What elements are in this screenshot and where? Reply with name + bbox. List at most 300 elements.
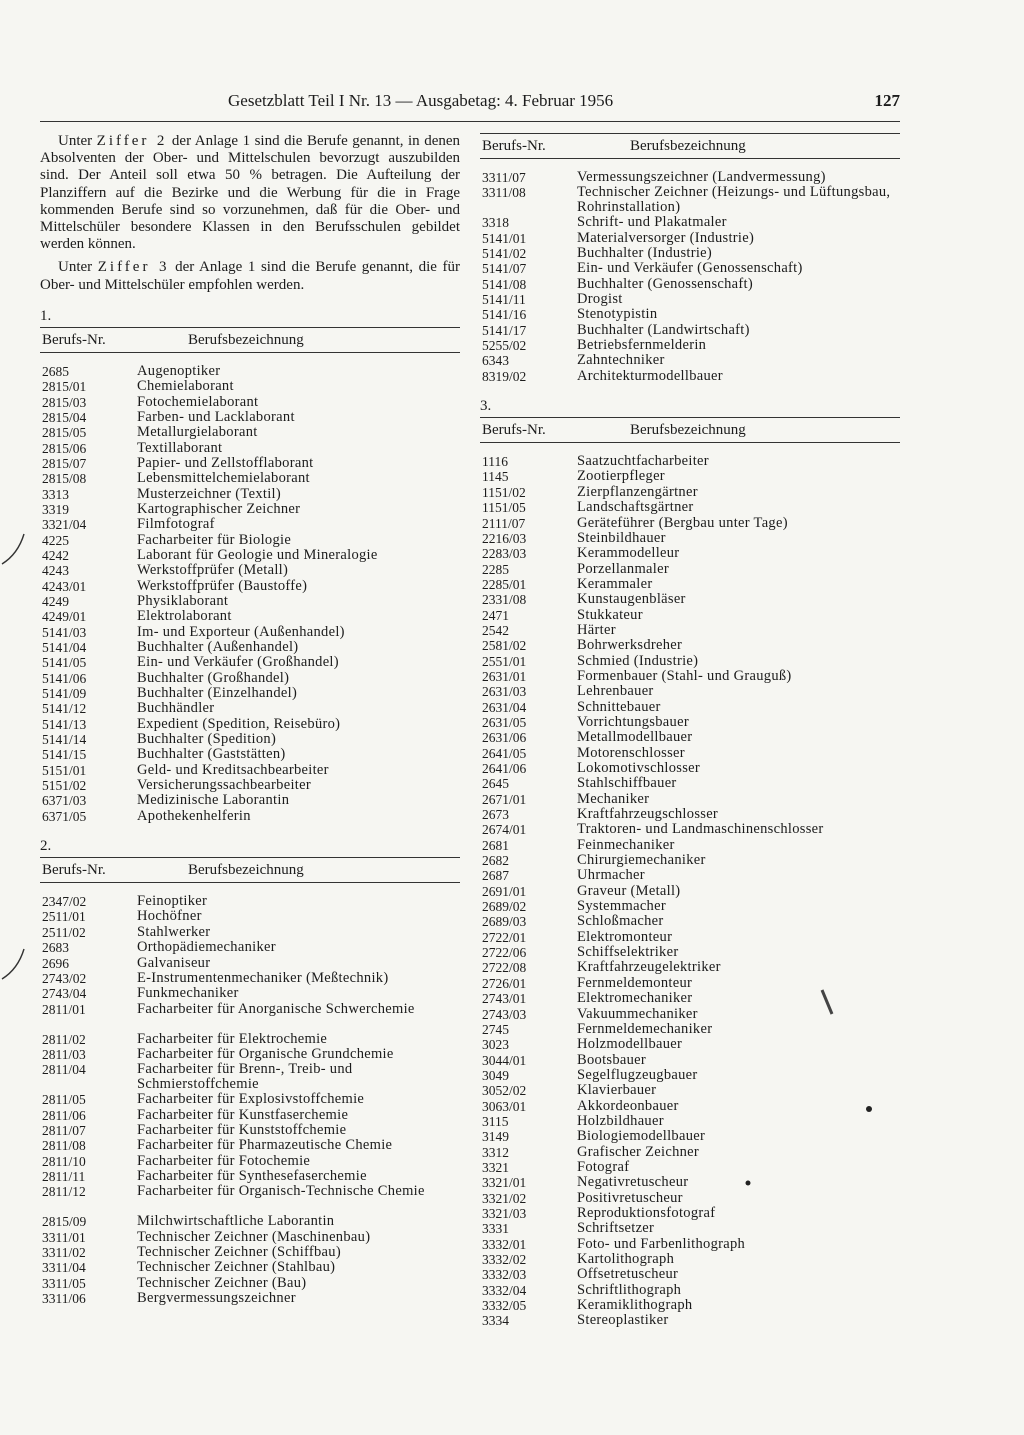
table-row: [480, 761, 900, 776]
berufs-nr: 3321/04: [42, 517, 87, 533]
berufsbezeichnung: Facharbeiter für Anorganische Schwerchemie: [137, 1000, 415, 1017]
berufsbezeichnung: Vorrichtungsbauer: [577, 713, 689, 730]
table-row: [480, 746, 900, 761]
berufs-nr: 3319: [42, 501, 69, 517]
berufsbezeichnung: Steinbildhauer: [577, 529, 666, 546]
berufsbezeichnung: Medizinische Laborantin: [137, 792, 290, 809]
margin-pencil-mark-icon: [0, 945, 28, 985]
table-row: [480, 292, 900, 307]
berufsbezeichnung: Geräteführer (Bergbau unter Tage): [577, 514, 788, 531]
berufs-nr: 2551/01: [482, 653, 527, 669]
table-row: [480, 1267, 900, 1282]
berufs-nr: 3311/01: [42, 1229, 86, 1245]
berufs-nr: 3311/07: [482, 170, 526, 185]
berufsbezeichnung: Saatzuchtfacharbeiter: [577, 453, 709, 470]
table-row: [480, 562, 900, 577]
ink-smudge-icon: [818, 988, 838, 1018]
berufsbezeichnung: Akkordeonbauer: [577, 1097, 679, 1114]
berufsbezeichnung: Technischer Zeichner (Heizungs- und Lüftungsbau, Rohrinstallation): [577, 184, 891, 216]
berufsbezeichnung: Systemmacher: [577, 898, 666, 915]
berufsbezeichnung: Uhrmacher: [577, 867, 645, 884]
table-row: [480, 838, 900, 853]
berufs-nr: 2216/03: [482, 530, 527, 546]
berufs-nr: 3311/04: [42, 1260, 86, 1276]
berufsbezeichnung: Schnittebauer: [577, 698, 661, 715]
berufsbezeichnung: Werkstoffprüfer (Baustoffe): [137, 577, 308, 594]
table-row: [40, 971, 460, 986]
berufsbezeichnung: Biologiemodellbauer: [577, 1128, 706, 1145]
table-row: [40, 747, 460, 762]
table-row: [480, 1114, 900, 1129]
berufsbezeichnung: Buchhalter (Landwirtschaft): [577, 321, 750, 338]
berufs-nr: 2811/05: [42, 1092, 86, 1108]
berufs-nr: 1151/05: [482, 500, 526, 516]
berufsbezeichnung: E-Instrumentenmechaniker (Meßtechnik): [137, 969, 389, 986]
berufsbezeichnung: Stukkateur: [577, 606, 643, 623]
berufs-nr: 2641/05: [482, 745, 527, 761]
table-row: [40, 732, 460, 747]
table-row: [480, 1037, 900, 1052]
table-row: [40, 1276, 460, 1291]
berufsbezeichnung: Traktoren- und Landmaschinenschlosser: [577, 821, 824, 838]
table-row: [480, 608, 900, 623]
table-row: [40, 1245, 460, 1260]
table-row: [40, 410, 460, 425]
table-row: [40, 517, 460, 532]
berufsbezeichnung: Technischer Zeichner (Maschinenbau): [137, 1228, 371, 1245]
berufs-nr: 3149: [482, 1129, 509, 1145]
berufs-nr: 2743/03: [482, 1006, 527, 1022]
berufsbezeichnung: Schmied (Industrie): [577, 652, 699, 669]
berufs-nr: 2347/02: [42, 894, 87, 910]
berufs-nr: 2815/09: [42, 1214, 87, 1230]
table-row: [480, 1053, 900, 1068]
berufs-nr: 3332/01: [482, 1236, 527, 1252]
berufsbezeichnung: Elektrolaborant: [137, 608, 232, 625]
berufsbezeichnung: Werkstoffprüfer (Metall): [137, 562, 289, 579]
berufsbezeichnung: Apothekenhelferin: [137, 807, 251, 824]
berufsbezeichnung: Im- und Exporteur (Außenhandel): [137, 623, 345, 640]
berufsbezeichnung: Kraftfahrzeugschlosser: [577, 806, 719, 823]
section-3-rows: [480, 454, 900, 1329]
table-row: [480, 1068, 900, 1083]
berufs-nr: 5151/02: [42, 778, 87, 794]
berufsbezeichnung: Kerammodelleur: [577, 545, 680, 562]
berufs-nr: 4242: [42, 547, 69, 563]
table-row: [480, 323, 900, 338]
berufsbezeichnung: Klavierbauer: [577, 1082, 657, 1099]
berufs-nr: 5141/05: [42, 655, 87, 671]
table-row: [40, 1062, 460, 1092]
berufs-nr: 2542: [482, 622, 509, 638]
table-row: [480, 1191, 900, 1206]
berufs-nr: 5141/03: [42, 624, 87, 640]
table-row: [480, 1099, 900, 1114]
berufs-nr: 3115: [482, 1113, 509, 1129]
berufsbezeichnung: Architekturmodellbauer: [577, 367, 723, 384]
berufsbezeichnung: Fernmeldemechaniker: [577, 1020, 713, 1037]
berufs-nr: 5141/06: [42, 670, 87, 686]
table-row: [40, 609, 460, 624]
berufs-nr: 2631/04: [482, 699, 527, 715]
berufsbezeichnung: Feinmechaniker: [577, 836, 675, 853]
berufs-nr: 2689/02: [482, 899, 527, 915]
berufsbezeichnung: Bootsbauer: [577, 1051, 647, 1068]
table-row: [480, 246, 900, 261]
berufsbezeichnung: Geld- und Kreditsachbearbeiter: [137, 761, 329, 778]
table-row: [40, 1138, 460, 1153]
berufs-nr: 6371/03: [42, 793, 87, 809]
berufsbezeichnung: Schiffselektriker: [577, 944, 679, 961]
table-row: [480, 792, 900, 807]
berufsbezeichnung: Kartolithograph: [577, 1251, 675, 1267]
berufsbezeichnung: Vermessungszeichner (Landvermessung): [577, 169, 826, 185]
berufsbezeichnung: Facharbeiter für Biologie: [137, 531, 292, 548]
berufsbezeichnung: Vakuummechaniker: [577, 1005, 698, 1022]
berufs-nr: 2511/01: [42, 909, 86, 925]
berufsbezeichnung: Laborant für Geologie und Mineralogie: [137, 546, 378, 563]
berufsbezeichnung: Milchwirtschaftliche Laborantin: [137, 1213, 335, 1230]
table-row: [480, 1145, 900, 1160]
table-row: [480, 338, 900, 353]
berufs-nr: 3311/02: [42, 1244, 86, 1260]
berufs-nr: 2511/02: [42, 924, 86, 940]
berufsbezeichnung: Augenoptiker: [137, 362, 221, 379]
berufsbezeichnung: Elektromonteur: [577, 928, 673, 945]
table-row: [40, 717, 460, 732]
table-row: [40, 956, 460, 971]
table-row: [40, 594, 460, 609]
berufs-nr: 3321/03: [482, 1205, 527, 1221]
table-row: [40, 655, 460, 670]
berufs-nr: 5141/11: [482, 292, 526, 308]
table-row: [480, 868, 900, 883]
berufsbezeichnung: Chemielaborant: [137, 378, 234, 395]
table-row: [480, 1298, 900, 1313]
berufs-nr: 5255/02: [482, 338, 527, 354]
berufsbezeichnung: Metallmodellbauer: [577, 729, 693, 746]
berufs-nr: 2631/05: [482, 714, 527, 730]
column-header-bez: Berufsbezeichnung: [188, 862, 304, 879]
table-row: [480, 231, 900, 246]
berufs-nr: 5141/01: [482, 230, 527, 246]
berufsbezeichnung: Foto- und Farbenlithograph: [577, 1235, 746, 1252]
table-row: [40, 925, 460, 940]
table-row: [40, 793, 460, 808]
berufs-nr: 2682: [482, 853, 509, 869]
berufs-nr: 6343: [482, 353, 509, 369]
berufs-nr: 3321/01: [482, 1175, 527, 1191]
berufsbezeichnung: Fernmeldemonteur: [577, 974, 693, 991]
table-row: [480, 1129, 900, 1144]
berufsbezeichnung: Schrift- und Plakatmaler: [577, 214, 727, 231]
berufs-nr: 2285/01: [482, 576, 527, 592]
table-row: [40, 1002, 460, 1032]
berufs-nr: 2691/01: [482, 883, 527, 899]
table-row: [480, 822, 900, 837]
berufsbezeichnung: Facharbeiter für Brenn-, Treib- und Schmierstoffchemie: [137, 1061, 353, 1093]
column-header-nr: Berufs-Nr.: [482, 138, 546, 154]
table-row: [480, 684, 900, 699]
berufsbezeichnung: Fotochemielaborant: [137, 393, 259, 410]
ink-dot-icon: [864, 1104, 874, 1114]
berufs-nr: 3049: [482, 1067, 509, 1083]
table-row: [480, 185, 900, 215]
table-row: [40, 379, 460, 394]
berufs-nr: 3331: [482, 1221, 509, 1237]
table-row: [480, 170, 900, 185]
berufsbezeichnung: Holzmodellbauer: [577, 1036, 683, 1053]
berufsbezeichnung: Reproduktionsfotograf: [577, 1204, 716, 1221]
berufs-nr: 2815/06: [42, 440, 87, 456]
table-row: [40, 563, 460, 578]
berufs-nr: 4243: [42, 563, 69, 579]
table-row: [480, 853, 900, 868]
berufsbezeichnung: Lokomotivschlosser: [577, 760, 700, 776]
table-row: [480, 516, 900, 531]
berufsbezeichnung: Hochöfner: [137, 908, 202, 925]
column-header-nr: Berufs-Nr.: [482, 422, 546, 439]
berufsbezeichnung: Kraftfahrzeugelektriker: [577, 959, 721, 976]
berufsbezeichnung: Orthopädiemechaniker: [137, 939, 276, 956]
berufs-nr: 3311/08: [482, 185, 526, 201]
berufs-nr: 5141/17: [482, 322, 527, 338]
table-row: [480, 776, 900, 791]
berufs-nr: 3023: [482, 1037, 509, 1053]
table-row: [480, 1022, 900, 1037]
berufsbezeichnung: Materialversorger (Industrie): [577, 229, 755, 246]
berufs-nr: 3332/03: [482, 1267, 527, 1283]
section-1-rows: [40, 364, 460, 824]
berufsbezeichnung: Negativretuscheur: [577, 1174, 689, 1191]
table-row: [40, 1184, 460, 1214]
berufs-nr: 2815/04: [42, 409, 87, 425]
berufs-nr: 5141/04: [42, 640, 87, 656]
table-row: [480, 485, 900, 500]
berufs-nr: 1151/02: [482, 484, 526, 500]
berufsbezeichnung: Buchhändler: [137, 700, 215, 717]
berufsbezeichnung: Papier- und Zellstofflaborant: [137, 454, 314, 471]
berufs-nr: 5141/07: [482, 261, 527, 277]
berufs-nr: 2641/06: [482, 761, 527, 776]
table-row: [480, 899, 900, 914]
table-row: [40, 533, 460, 548]
header-title: Gesetzblatt Teil I Nr. 13 — Ausgabetag: 4. Februar 1956: [228, 91, 614, 110]
berufs-nr: 2671/01: [482, 791, 527, 807]
column-header-nr: Berufs-Nr.: [42, 862, 106, 879]
table-row: [40, 1230, 460, 1245]
table-row: [40, 395, 460, 410]
berufs-nr: 1145: [482, 469, 509, 485]
berufsbezeichnung: Stenotypistin: [577, 306, 658, 323]
berufs-nr: 2811/04: [42, 1062, 86, 1078]
table-row: [40, 986, 460, 1001]
berufsbezeichnung: Schriftsetzer: [577, 1220, 655, 1237]
berufs-nr: 5141/02: [482, 246, 527, 262]
table-row: [40, 471, 460, 486]
table-header: [480, 417, 900, 443]
table-row: [480, 638, 900, 653]
berufsbezeichnung: Betriebsfernmelderin: [577, 337, 707, 354]
table-row: [40, 502, 460, 517]
berufs-nr: 2631/03: [482, 684, 527, 700]
berufsbezeichnung: Facharbeiter für Explosivstoffchemie: [137, 1091, 365, 1108]
table-row: [40, 701, 460, 716]
section-2-rows-right: [480, 170, 900, 384]
berufsbezeichnung: Facharbeiter für Organisch-Technische Chemie: [137, 1183, 425, 1200]
berufs-nr: 3044/01: [482, 1052, 527, 1068]
table-row: [480, 353, 900, 368]
table-row: [480, 215, 900, 230]
ink-dot-icon: [743, 1178, 753, 1188]
section-3-label: 3.: [480, 398, 492, 415]
berufsbezeichnung: Facharbeiter für Kunstfaserchemie: [137, 1106, 349, 1123]
table-row: [480, 945, 900, 960]
berufsbezeichnung: Ein- und Verkäufer (Genossenschaft): [577, 260, 803, 277]
table-row: [40, 1032, 460, 1047]
table-row: [40, 671, 460, 686]
berufs-nr: 2726/01: [482, 975, 527, 991]
table-row: [40, 640, 460, 655]
table-row: [40, 1260, 460, 1275]
berufs-nr: 2111/07: [482, 515, 526, 531]
table-row: [40, 1108, 460, 1123]
berufsbezeichnung: Kerammaler: [577, 575, 653, 592]
berufs-nr: 2645: [482, 776, 509, 792]
table-row: [40, 894, 460, 909]
berufs-nr: 3311/05: [42, 1275, 86, 1291]
intro-paragraph-1: Unter Ziffer 2 der Anlage 1 sind die Berufe genannt, in denen Absolventen der Ober- und Mittelschulen bevorzugt auszubilden sind. Der Anteil soll etwa 50 % betragen. Die Aufteilung der Planziffern auf die Bezirke und die Werbung für die in Frage kommenden Berufe sind so vorzunehmen, daß für die Ober- und Mittelschüler besondere Klassen in den Berufsschulen gebildet werden können.: [40, 133, 461, 253]
berufs-nr: 2811/02: [42, 1031, 86, 1047]
column-header-bez: Berufsbezeichnung: [630, 138, 746, 154]
margin-pencil-mark-icon: [0, 530, 28, 570]
berufs-nr: 5141/08: [482, 276, 527, 292]
berufs-nr: 3312: [482, 1144, 509, 1160]
berufsbezeichnung: Kunstaugenbläser: [577, 591, 686, 608]
berufsbezeichnung: Expedient (Spedition, Reisebüro): [137, 715, 341, 732]
berufsbezeichnung: Bohrwerksdreher: [577, 637, 683, 654]
berufs-nr: 5141/12: [42, 701, 87, 717]
berufs-nr: 2815/03: [42, 394, 87, 410]
berufs-nr: 2331/08: [482, 592, 527, 608]
table-row: [480, 546, 900, 561]
berufs-nr: 4249: [42, 593, 69, 609]
berufs-nr: 1116: [482, 454, 508, 470]
section-2-label: 2.: [40, 838, 52, 855]
berufsbezeichnung: Metallurgielaborant: [137, 424, 258, 441]
berufsbezeichnung: Chirurgiemechaniker: [577, 852, 706, 869]
berufs-nr: 4243/01: [42, 578, 87, 594]
table-row: [40, 940, 460, 955]
berufsbezeichnung: Versicherungssachbearbeiter: [137, 777, 311, 794]
table-row: [480, 1283, 900, 1298]
berufs-nr: 2689/03: [482, 914, 527, 930]
berufs-nr: 2581/02: [482, 638, 527, 654]
table-header: [40, 857, 460, 883]
berufsbezeichnung: Segelflugzeugbauer: [577, 1066, 698, 1083]
berufs-nr: 2815/01: [42, 379, 87, 395]
table-row: [40, 548, 460, 563]
berufsbezeichnung: Buchhalter (Industrie): [577, 245, 713, 262]
berufsbezeichnung: Stahlschiffbauer: [577, 775, 677, 792]
table-row: [480, 930, 900, 945]
table-row: [40, 487, 460, 502]
table-row: [40, 425, 460, 440]
berufs-nr: 2687: [482, 868, 509, 884]
berufsbezeichnung: Textillaborant: [137, 439, 223, 456]
right-column: [480, 133, 900, 1329]
berufsbezeichnung: Technischer Zeichner (Bau): [137, 1274, 307, 1291]
berufs-nr: 8319/02: [482, 368, 527, 384]
berufsbezeichnung: Mechaniker: [577, 790, 650, 807]
column-header-nr: Berufs-Nr.: [42, 331, 106, 348]
table-row: [40, 456, 460, 471]
table-row: [40, 1123, 460, 1138]
berufsbezeichnung: Fotograf: [577, 1158, 630, 1175]
berufs-nr: 3321/02: [482, 1190, 527, 1206]
left-column: [40, 133, 460, 1306]
berufsbezeichnung: Ein- und Verkäufer (Großhandel): [137, 654, 339, 671]
berufsbezeichnung: Buchhalter (Außenhandel): [137, 639, 299, 656]
table-row: [480, 669, 900, 684]
berufsbezeichnung: Facharbeiter für Fotochemie: [137, 1152, 311, 1169]
table-row: [480, 884, 900, 899]
section-1-label: 1.: [40, 307, 52, 324]
table-row: [480, 577, 900, 592]
berufsbezeichnung: Facharbeiter für Organische Grundchemie: [137, 1045, 394, 1062]
berufsbezeichnung: Elektromechaniker: [577, 990, 693, 1007]
berufs-nr: 2631/06: [482, 730, 527, 746]
berufsbezeichnung: Buchhalter (Spedition): [137, 731, 277, 748]
berufsbezeichnung: Buchhalter (Einzelhandel): [137, 685, 298, 702]
table-row: [40, 441, 460, 456]
berufs-nr: 5141/09: [42, 686, 87, 702]
berufsbezeichnung: Buchhalter (Genossenschaft): [577, 275, 753, 292]
berufs-nr: 2811/01: [42, 1001, 86, 1017]
table-row: [480, 1313, 900, 1328]
berufsbezeichnung: Keramiklithograph: [577, 1297, 693, 1314]
table-row: [40, 809, 460, 824]
berufs-nr: 2283/03: [482, 546, 527, 562]
berufsbezeichnung: Lebensmittelchemielaborant: [137, 470, 310, 487]
berufs-nr: 2811/12: [42, 1184, 86, 1200]
table-row: [40, 763, 460, 778]
berufsbezeichnung: Härter: [577, 621, 616, 638]
berufsbezeichnung: Schloßmacher: [577, 913, 664, 930]
table-row: [40, 778, 460, 793]
table-row: [40, 1154, 460, 1169]
berufsbezeichnung: Grafischer Zeichner: [577, 1143, 700, 1160]
page-number: 127: [874, 91, 900, 110]
berufsbezeichnung: Holzbildhauer: [577, 1112, 664, 1129]
berufsbezeichnung: Zahntechniker: [577, 352, 665, 369]
table-row: [40, 579, 460, 594]
table-row: [480, 700, 900, 715]
berufs-nr: 2631/01: [482, 668, 527, 684]
table-row: [40, 1092, 460, 1107]
berufs-nr: 2811/06: [42, 1107, 86, 1123]
table-row: [480, 1083, 900, 1098]
berufs-nr: 2743/04: [42, 986, 87, 1002]
table-header: [40, 327, 460, 353]
berufs-nr: 3052/02: [482, 1083, 527, 1099]
berufsbezeichnung: Buchhalter (Großhandel): [137, 669, 290, 686]
table-row: [480, 654, 900, 669]
berufsbezeichnung: Buchhalter (Gaststätten): [137, 746, 286, 763]
berufsbezeichnung: Drogist: [577, 291, 623, 308]
berufs-nr: 2811/03: [42, 1046, 86, 1062]
table-row: [40, 625, 460, 640]
